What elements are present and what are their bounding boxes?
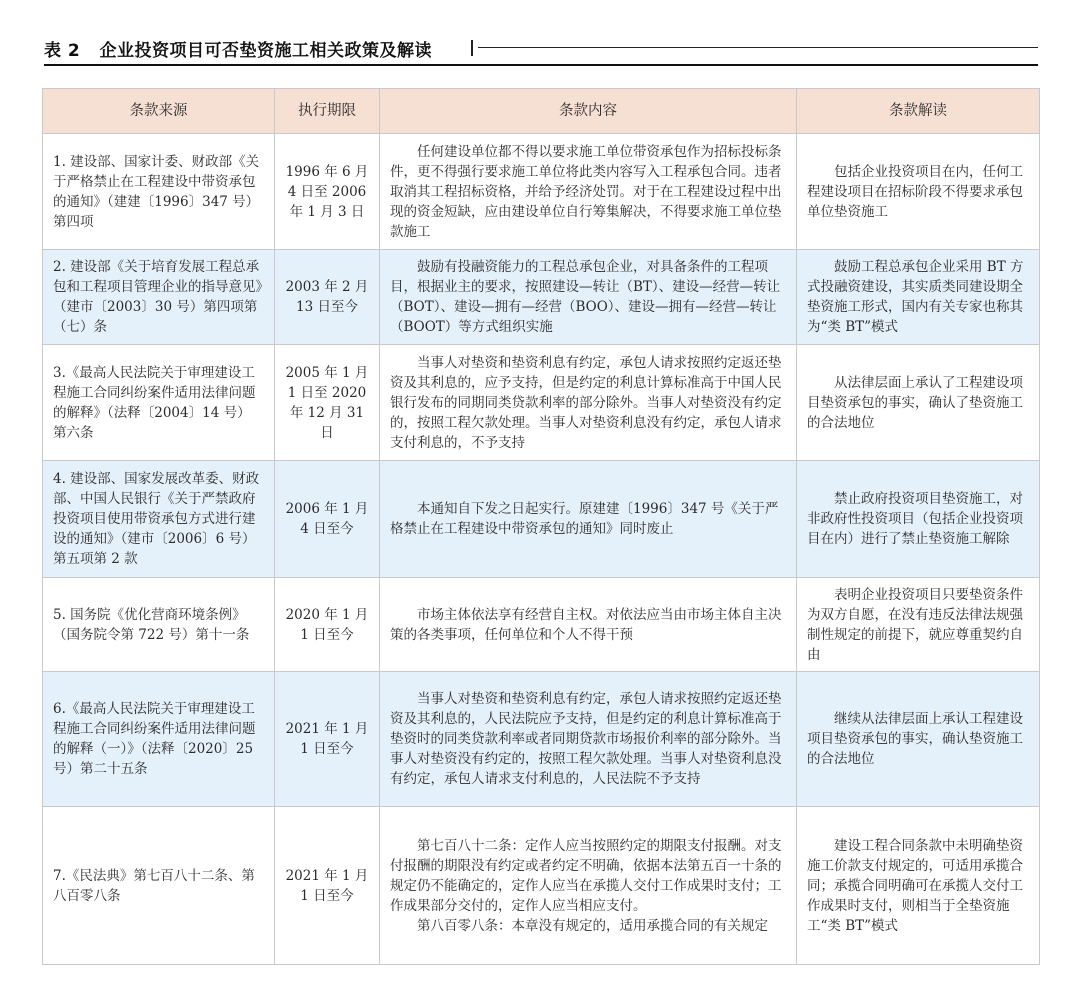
table-number: 表 2: [44, 41, 81, 61]
interpretation-cell: 建设工程合同条款中未明确垫资施工价款支付规定的，可适用承揽合同；承揽合同明确可在承揽人交付工作成果时支付，则相当于全垫资施工“类 BT”模式: [797, 807, 1040, 965]
table-title: [44, 36, 432, 61]
interpretation-cell: 表明企业投资项目只要垫资条件为双方自愿，在没有违反法律法规强制性规定的前提下，就应尊重契约自由: [797, 578, 1040, 672]
period-cell: 2003 年 2 月 13 日至今: [275, 250, 380, 345]
title-rule: [478, 47, 1038, 48]
table-row: [43, 461, 1040, 578]
header-row: [43, 89, 1040, 134]
header-source: 条款来源: [43, 89, 275, 134]
content-cell: 本通知自下发之日起实行。原建建〔1996〕347 号《关于严格禁止在工程建设中带资承包的通知》同时废止: [380, 461, 797, 578]
period-cell: 2021 年 1 月 1 日至今: [275, 807, 380, 965]
table-caption: 企业投资项目可否垫资施工相关政策及解读: [99, 41, 433, 61]
content-cell: 当事人对垫资和垫资利息有约定，承包人请求按照约定返还垫资及其利息的，人民法院应予支持，但是约定的利息计算标准高于垫资时的同类贷款利率或者同期贷款市场报价利率的部分除外。当事人对垫资没有约定的，按照工程欠款处理。当事人对垫资利息没有约定，承包人请求支付利息的，人民法院不予支持: [380, 672, 797, 807]
period-cell: 2006 年 1 月 4 日至今: [275, 461, 380, 578]
table-row: [43, 807, 1040, 965]
table-row: [43, 345, 1040, 461]
source-cell: 2. 建设部《关于培育发展工程总承包和工程项目管理企业的指导意见》（建市〔2003〕30 号）第四项第（七）条: [43, 250, 275, 345]
source-cell: 5. 国务院《优化营商环境条例》（国务院令第 722 号）第十一条: [43, 578, 275, 672]
content-cell: 任何建设单位都不得以要求施工单位带资承包作为招标投标条件，更不得强行要求施工单位将此类内容写入工程承包合同。违者取消其工程招标资格，并给予经济处罚。对于在工程建设过程中出现的资金短缺，应由建设单位自行筹集解决，不得要求施工单位垫款施工: [380, 134, 797, 250]
period-cell: 2005 年 1 月 1 日至 2020 年 12 月 31 日: [275, 345, 380, 461]
table-row: [43, 250, 1040, 345]
source-cell: 3.《最高人民法院关于审理建设工程施工合同纠纷案件适用法律问题的解释》（法释〔2004〕14 号）第六条: [43, 345, 275, 461]
title-divider: [471, 40, 473, 56]
table-row: [43, 672, 1040, 807]
content-paragraph: 第七百八十二条：定作人应当按照约定的期限支付报酬。对支付报酬的期限没有约定或者约定不明确，依据本法第五百一十条的规定仍不能确定的，定作人应当在承揽人交付工作成果时支付；工作成果部分交付的，定作人应当相应支付。: [390, 837, 782, 914]
policy-table: [42, 88, 1040, 965]
content-paragraph: 第八百零八条：本章没有规定的，适用承揽合同的有关规定: [417, 917, 768, 934]
interpretation-cell: 禁止政府投资项目垫资施工，对非政府性投资项目（包括企业投资项目在内）进行了禁止垫资施工解除: [797, 461, 1040, 578]
table-row: [43, 134, 1040, 250]
interpretation-cell: 包括企业投资项目在内，任何工程建设项目在招标阶段不得要求承包单位垫资施工: [797, 134, 1040, 250]
title-underline: [44, 64, 1038, 66]
header-interpretation: 条款解读: [797, 89, 1040, 134]
interpretation-cell: 鼓励工程总承包企业采用 BT 方式投融资建设，其实质类同建设期全垫资施工形式，国内有关专家也称其为“类 BT”模式: [797, 250, 1040, 345]
table-title-bar: [44, 36, 1038, 66]
header-content: 条款内容: [380, 89, 797, 134]
period-cell: 2021 年 1 月 1 日至今: [275, 672, 380, 807]
source-cell: 1. 建设部、国家计委、财政部《关于严格禁止在工程建设中带资承包的通知》（建建〔1996〕347 号）第四项: [43, 134, 275, 250]
content-cell: 鼓励有投融资能力的工程总承包企业，对具备条件的工程项目，根据业主的要求，按照建设—转让（BT）、建设—经营—转让（BOT）、建设—拥有—经营（BOO）、建设—拥有—经营—转让（BOOT）等方式组织实施: [380, 250, 797, 345]
period-cell: 1996 年 6 月 4 日至 2006 年 1 月 3 日: [275, 134, 380, 250]
content-cell: 当事人对垫资和垫资利息有约定，承包人请求按照约定返还垫资及其利息的，应予支持，但是约定的利息计算标准高于中国人民银行发布的同期同类贷款利率的部分除外。当事人对垫资没有约定的，按照工程欠款处理。当事人对垫资利息没有约定，承包人请求支付利息的，不予支持: [380, 345, 797, 461]
source-cell: 6.《最高人民法院关于审理建设工程施工合同纠纷案件适用法律问题的解释（一）》（法释〔2020〕25 号）第二十五条: [43, 672, 275, 807]
content-cell: [380, 807, 797, 965]
source-cell: 7.《民法典》第七百八十二条、第八百零八条: [43, 807, 275, 965]
interpretation-cell: 从法律层面上承认了工程建设项目垫资承包的事实，确认了垫资施工的合法地位: [797, 345, 1040, 461]
table-row: [43, 578, 1040, 672]
content-cell: 市场主体依法享有经营自主权。对依法应当由市场主体自主决策的各类事项，任何单位和个人不得干预: [380, 578, 797, 672]
interpretation-cell: 继续从法律层面上承认工程建设项目垫资承包的事实，确认垫资施工的合法地位: [797, 672, 1040, 807]
period-cell: 2020 年 1 月 1 日至今: [275, 578, 380, 672]
source-cell: 4. 建设部、国家发展改革委、财政部、中国人民银行《关于严禁政府投资项目使用带资承包方式进行建设的通知》（建市〔2006〕6 号）第五项第 2 款: [43, 461, 275, 578]
header-period: 执行期限: [275, 89, 380, 134]
